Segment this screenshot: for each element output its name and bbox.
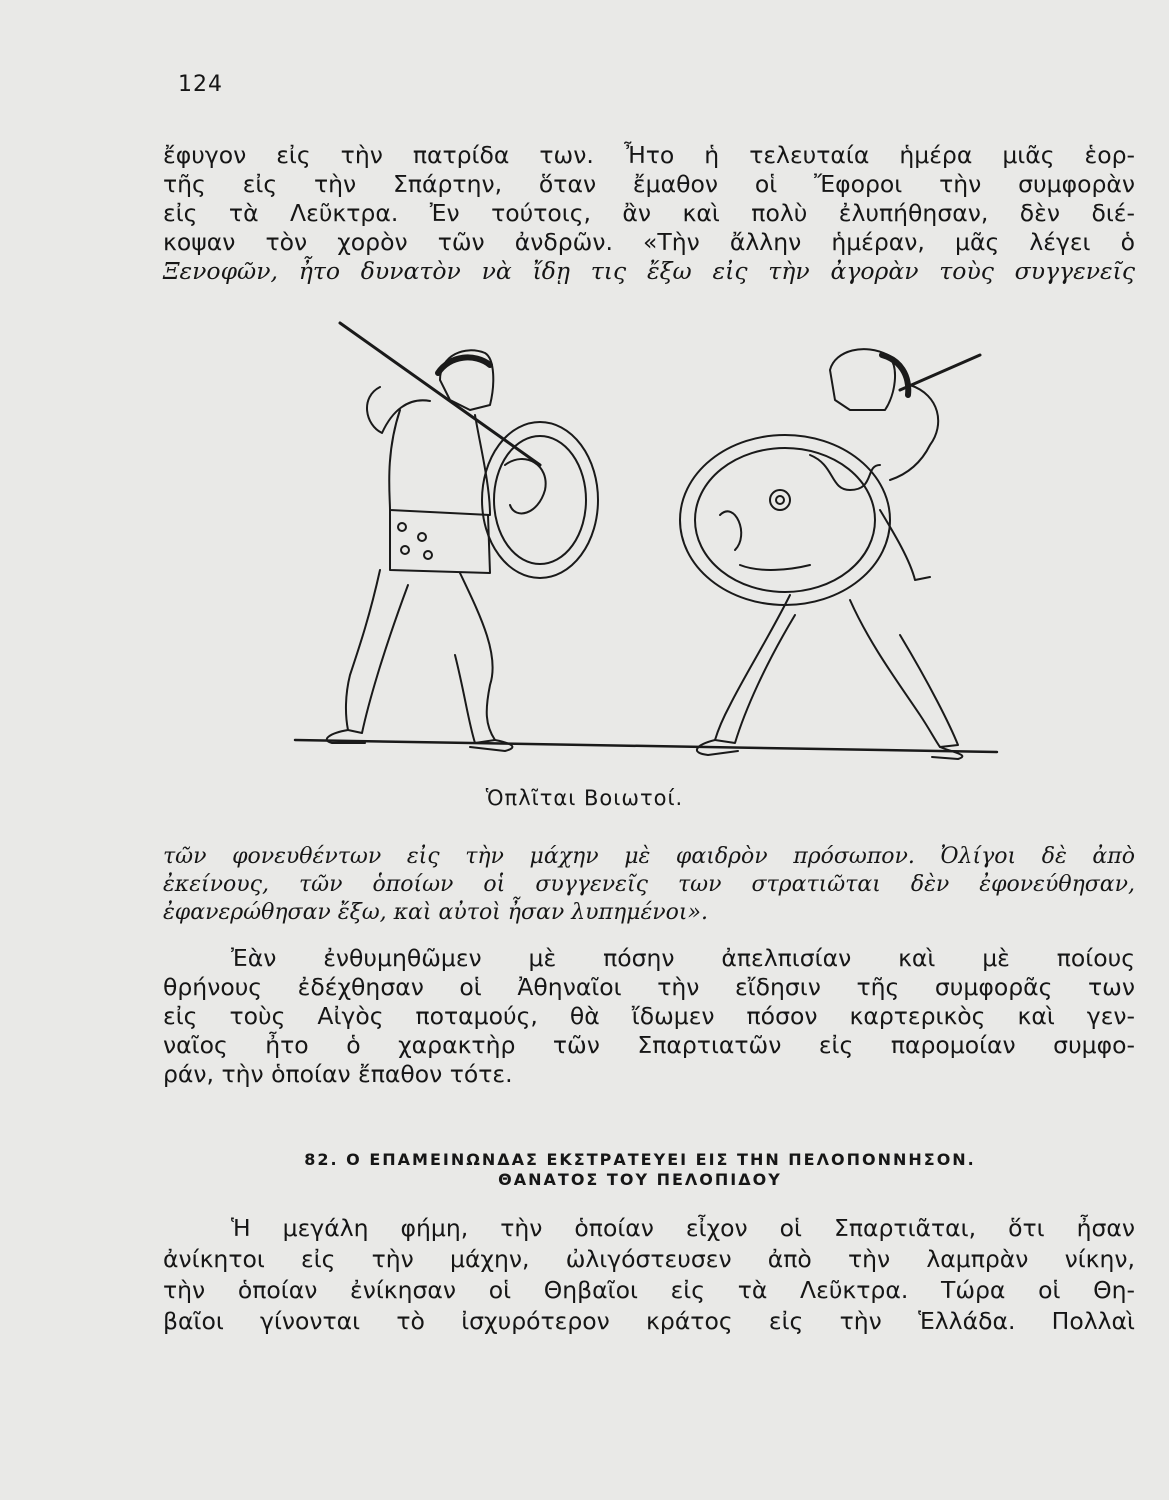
- text-line: τῶν φονευθέντων εἰς τὴν μάχην μὲ φαιδρὸν πρόσωπον. Ὀλίγοι δὲ ἀπὸ: [163, 844, 1135, 869]
- left-warrior: [327, 323, 598, 751]
- text-line: κοψαν τὸν χορὸν τῶν ἀνδρῶν. «Τὴν ἄλλην ἡμέραν, μᾶς λέγει ὁ: [163, 228, 1135, 256]
- text-line: εἰς τοὺς Αἰγὸς ποταμούς, θὰ ἴδωμεν πόσον καρτερικὸς καὶ γεν-: [163, 1002, 1135, 1030]
- spear: [340, 323, 540, 465]
- figure-caption: Ὁπλῖται Βοιωτοί.: [485, 786, 684, 810]
- text-line: βαῖοι γίνονται τὸ ἰσχυρότερον κράτος εἰς τὴν Ἑλλάδα. Πολλαὶ: [163, 1307, 1135, 1335]
- right-warrior: [680, 349, 980, 759]
- shield: [680, 435, 890, 605]
- heading-line: 82. Ο ΕΠΑΜΕΙΝΩΝΔΑΣ ΕΚΣΤΡΑΤΕΥΕΙ ΕΙΣ ΤΗΝ ΠΕΛΟΠΟΝΝΗΣΟΝ.: [304, 1150, 976, 1169]
- top-paragraph: [163, 141, 1135, 286]
- text-line: ναῖος ἦτο ὁ χαρακτὴρ τῶν Σπαρτιατῶν εἰς παρομοίαν συμφο-: [163, 1031, 1135, 1059]
- page-number: 124: [178, 72, 223, 97]
- text-line: ράν, τὴν ὁποίαν ἔπαθον τότε.: [163, 1060, 513, 1088]
- text-line: εἰς τὰ Λεῦκτρα. Ἐν τούτοις, ἂν καὶ πολὺ ἐλυπήθησαν, δὲν διέ-: [163, 199, 1135, 227]
- quote-paragraph: [163, 843, 1135, 927]
- sword: [880, 510, 930, 580]
- text-line: Ἡ μεγάλη φήμη, τὴν ὁποίαν εἶχον οἱ Σπαρτιᾶται, ὅτι ἦσαν: [231, 1214, 1135, 1242]
- section-heading: [190, 1150, 1090, 1190]
- ground-line: [295, 740, 997, 752]
- text-line: τῆς εἰς τὴν Σπάρτην, ὅταν ἔμαθον οἱ Ἔφοροι τὴν συμφορὰν: [163, 170, 1135, 198]
- text-line: Ἐὰν ἐνθυμηθῶμεν μὲ πόσην ἀπελπισίαν καὶ μὲ ποίους: [231, 944, 1135, 972]
- text-line: τὴν ὁποίαν ἐνίκησαν οἱ Θηβαῖοι εἰς τὰ Λεῦκτρα. Τώρα οἱ Θη-: [163, 1276, 1135, 1304]
- heading-line: ΘΑΝΑΤΟΣ ΤΟΥ ΠΕΛΟΠΙΔΟΥ: [498, 1170, 782, 1189]
- hoplites-illustration: [290, 315, 1002, 775]
- bottom-paragraph: [163, 1213, 1135, 1337]
- middle-paragraph: [163, 944, 1135, 1089]
- tunic: [390, 510, 490, 573]
- text-line: ἐφανερώθησαν ἔξω, καὶ αὐτοὶ ἦσαν λυπημένοι».: [163, 900, 708, 925]
- text-line: ἔφυγον εἰς τὴν πατρίδα των. Ἦτο ἡ τελευταία ἡμέρα μιᾶς ἑορ-: [163, 141, 1135, 169]
- text-line: Ξενοφῶν, ἦτο δυνατὸν νὰ ἴδῃ τις ἔξω εἰς τὴν ἀγορὰν τοὺς συγγενεῖς: [163, 257, 1135, 285]
- text-line: ἀνίκητοι εἰς τὴν μάχην, ὠλιγόστευσεν ἀπὸ τὴν λαμπρὰν νίκην,: [163, 1245, 1135, 1273]
- text-line: θρήνους ἐδέχθησαν οἱ Ἀθηναῖοι τὴν εἴδησιν τῆς συμφορᾶς των: [163, 973, 1135, 1001]
- text-line: ἐκείνους, τῶν ὁποίων οἱ συγγενεῖς των στρατιῶται δὲν ἐφονεύθησαν,: [163, 872, 1135, 897]
